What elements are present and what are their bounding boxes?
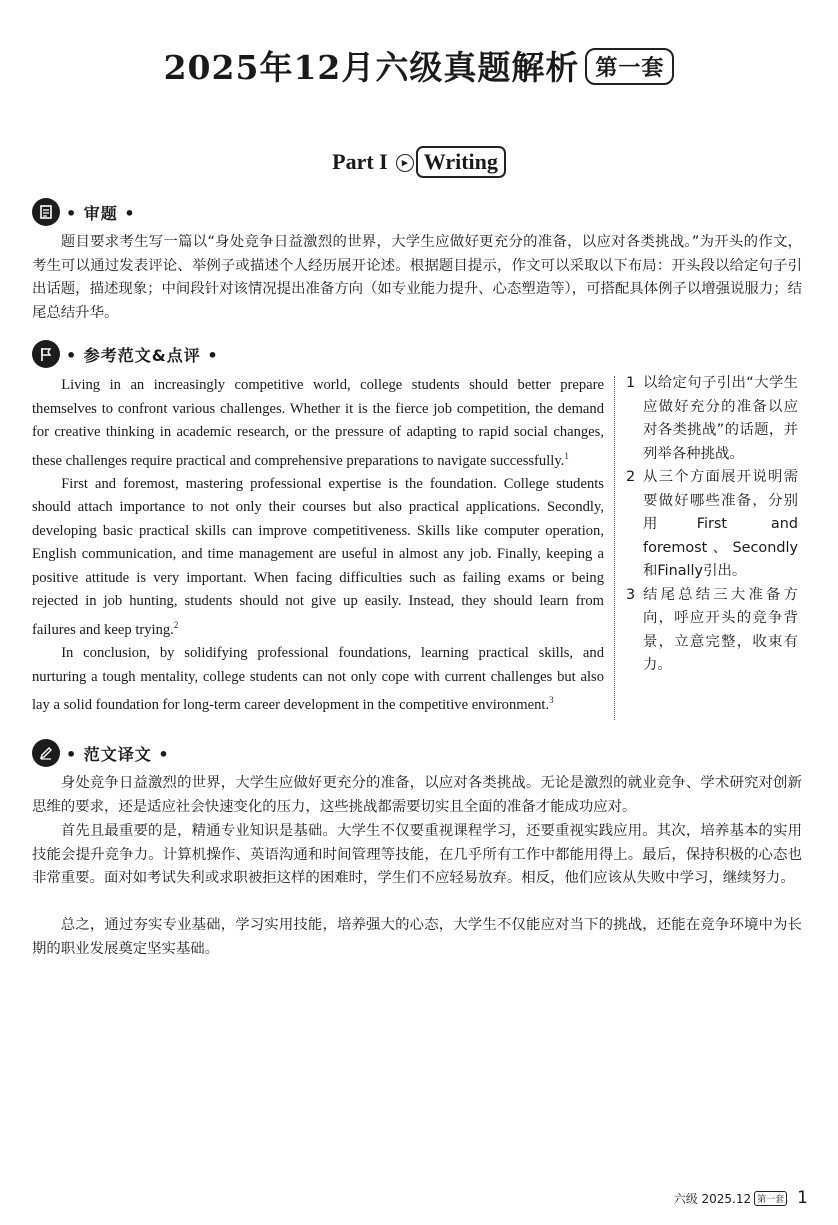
part-label: Part I — [332, 149, 388, 174]
note-text: 以给定句子引出“大学生应做好充分的准备以应对各类挑战”的话题，并列举各种挑战。 — [643, 375, 798, 462]
footer-set-badge: 第一套 — [754, 1191, 787, 1206]
translation-paragraph: 首先且最重要的是，精通专业知识是基础。大学生不仅要重视课程学习，还要重视实践应用。其次，培养基本的实用技能会提升竞争力。计算机操作、英语沟通和时间管理等技能，在几乎所有工作中都能用得上。最后，保持积极的心态也非常重要。面对如考试失利或求职被拒这样的困难时，学生们不应轻易放弃。相反，他们应该从失败中学习，继续努力。 — [32, 823, 802, 886]
title-text: 2025年12月六级真题解析 — [163, 48, 580, 87]
note-number: 1 — [626, 375, 636, 391]
sample-section-header — [32, 340, 219, 368]
page-title — [0, 42, 838, 89]
essay-paragraph — [32, 374, 604, 473]
comment-note — [626, 372, 798, 466]
note-marker: 2 — [173, 619, 179, 630]
essay-paragraph — [32, 642, 604, 717]
notes-divider — [614, 376, 615, 720]
page-footer — [674, 1188, 808, 1208]
essay-paragraph-text: In conclusion, by solidifying professional foundations, learning practical skills, and nurturing a tough mentality, college students can not only cope with current challenges but also lay a solid foundation for long-term career development in the competitive environment. — [32, 645, 604, 714]
sample-essay — [32, 374, 604, 718]
part-name: Writing — [416, 146, 506, 178]
translation-paragraph: 总之，通过夯实专业基础，学习实用技能，培养强大的心态，大学生不仅能应对当下的挑战，还能在竞争环境中为长期的职业发展奠定坚实基础。 — [32, 917, 802, 957]
translation-section-header — [32, 739, 170, 767]
analysis-section-header — [32, 198, 136, 226]
comment-note — [626, 584, 798, 678]
pen-icon — [32, 739, 60, 767]
page-number: 1 — [797, 1188, 808, 1208]
document-icon — [32, 198, 60, 226]
set-badge: 第一套 — [585, 48, 674, 85]
comment-note — [626, 466, 798, 584]
note-number: 3 — [626, 586, 636, 603]
sample-section-title: • 参考范文&点评 • — [66, 345, 219, 365]
note-marker: 1 — [564, 450, 569, 461]
analysis-section-title: • 审题 • — [66, 203, 136, 223]
note-marker: 3 — [549, 695, 554, 706]
footer-label: 六级 2025.12 — [673, 1191, 752, 1206]
essay-paragraph — [32, 473, 604, 642]
note-number: 2 — [626, 469, 636, 485]
part-heading — [0, 146, 838, 178]
flag-icon — [32, 340, 60, 368]
note-text: 从三个方面展开说明需要做好哪些准备，分别用First and foremost、Secondly和Finally引出。 — [643, 469, 798, 579]
comment-notes — [626, 372, 798, 678]
essay-paragraph-text: First and foremost, mastering professional expertise is the foundation. College students should attach importance to not only their courses but also practical applications. Secondly, developing basic practical skills can improve competitiveness. Skills like computer operation, English communication, and time management are useful in almost any job. Finally, keeping a positive attitude is very important. When facing difficulties such as failing exams or being rejected in job hunting, students should not give up easily. Instead, they should learn from failures and keep trying. — [32, 475, 604, 638]
essay-paragraph-text: Living in an increasingly competitive world, college students should better prepare themselves to confront various challenges. Whether it is the fierce job competition, the demand for creative thinking in academic research, or the pressure of adapting to rapid social changes, these challenges require practical and comprehensive preparations to navigate successfully. — [32, 377, 604, 469]
analysis-text: 题目要求考生写一篇以“身处竞争日益激烈的世界，大学生应做好更充分的准备，以应对各类挑战。”为开头的作文，考生可以通过发表评论、举例子或描述个人经历展开论述。根据题目提示，作文可以采取以下布局：开头段以给定句子引出话题，描述现象；中间段针对该情况提出准备方向（如专业能力提升、心态塑造等），可搭配具体例子以增强说服力；结尾总结升华。 — [32, 234, 802, 321]
translation-section-title: • 范文译文 • — [66, 744, 170, 764]
translation-paragraph: 身处竞争日益激烈的世界，大学生应做好更充分的准备，以应对各类挑战。无论是激烈的就业竞争、学术研究对创新思维的要求，还是适应社会快速变化的压力，这些挑战都需要切实且全面的准备才能成功应对。 — [32, 775, 802, 815]
note-text: 结尾总结三大准备方向，呼应开头的竞争背景，立意完整，收束有力。 — [643, 586, 798, 673]
play-circle-icon: ▸ — [396, 154, 414, 172]
